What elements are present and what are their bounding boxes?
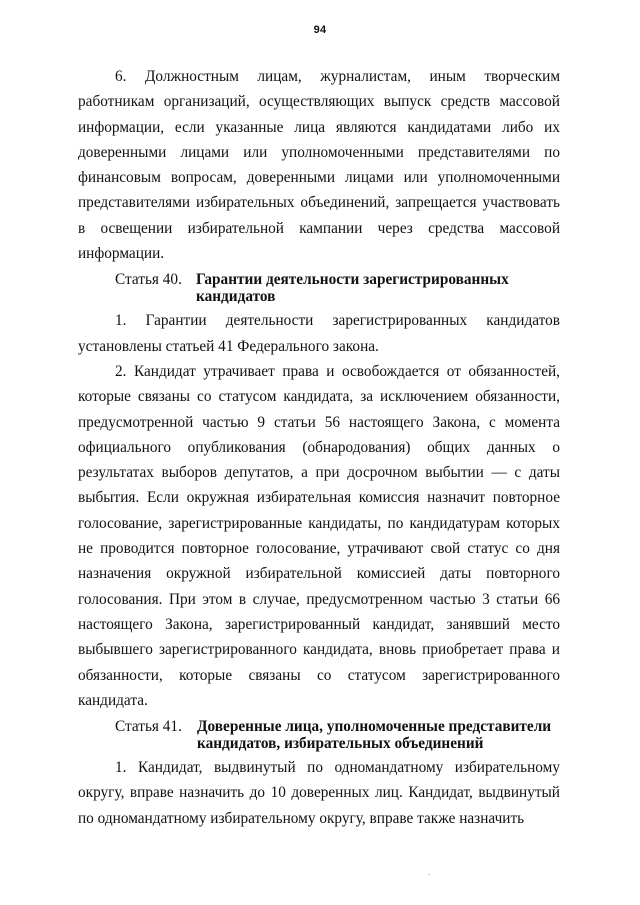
article-41-number: Статья 41.	[115, 718, 182, 736]
article-41-heading	[78, 718, 560, 752]
article-41-paragraph-1: 1. Кандидат, выдвинутый по одномандатному избирательному округу, вправе назначить до 10 доверенных лиц. Кандидат, выдвинутый по одномандатному избирательному округу, вправе также назначить	[78, 759, 560, 827]
article-40-paragraph-2: 2. Кандидат утрачивает права и освобождается от обязанностей, которые связаны со статусом кандидата, за исключением обязанности, предусмотренной частью 9 статьи 56 настоящего Закона, с момента официального опубликования (обнародования) общих данных о результатах выборов депутатов, а при досрочном выбытии — с даты выбытия. Если окружная избирательная комиссия назначит повторное голосование, зарегистрированные кандидаты, по кандидатурам которых не проводится повторное голосование, утрачивают свой статус со дня назначения окружной избирательной комиссией даты повторного голосования. При этом в случае, предусмотренном частью 3 статьи 66 настоящего Закона, зарегистрированный кандидат, занявший место выбывшего зарегистрированного кандидата, вновь приобретает права и обязанности, которые связаны со статусом зарегистрированного кандидата.	[78, 362, 560, 709]
article-40-paragraph-1: 1. Гарантии деятельности зарегистрированных кандидатов установлены статьей 41 Федерального закона.	[78, 312, 560, 355]
article-40-title: Гарантии деятельности зарегистрированных кандидатов	[196, 271, 509, 306]
paragraph-6-media-restriction: 6. Должностным лицам, журналистам, иным творческим работникам организаций, осуществляющих выпуск средств массовой информации, если указанные лица являются кандидатами либо их доверенными лицами или уполномоченными представителями по финансовым вопросам, доверенными лицами или уполномоченными представителями избирательных объединений, запрещается участвовать в освещении избирательной кампании через средства массовой информации.	[78, 68, 560, 263]
scan-speck	[428, 874, 430, 875]
article-40-number: Статья 40.	[115, 271, 182, 289]
page-content	[78, 64, 560, 831]
page-number: 94	[313, 24, 327, 36]
article-40-heading	[78, 271, 560, 305]
article-41-title: Доверенные лица, уполномоченные представители кандидатов, избирательных объединений	[197, 718, 552, 753]
